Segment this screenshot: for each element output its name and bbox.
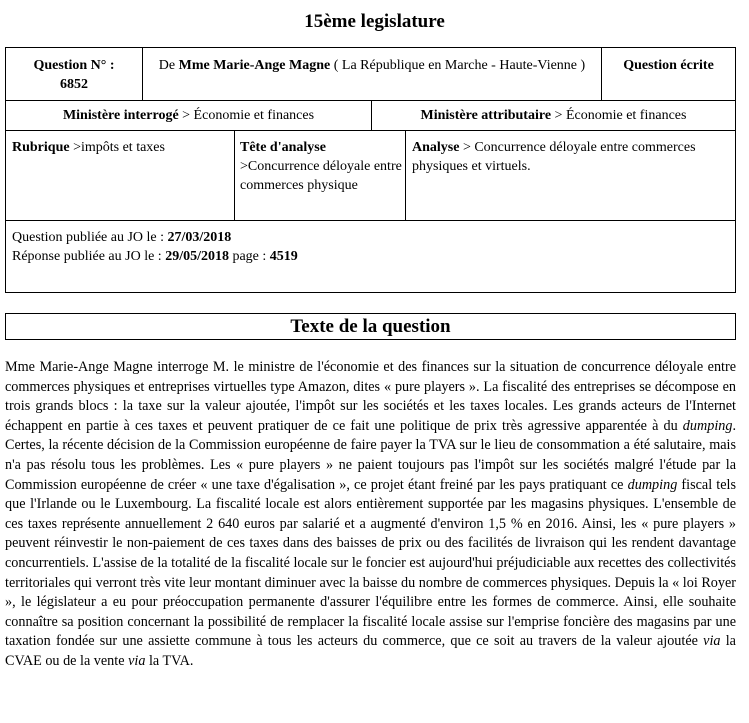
ministere-interroge-value: > Économie et finances (178, 108, 315, 123)
rubrique-cell (12, 138, 232, 157)
ministere-interroge-label: Ministère interrogé (62, 108, 179, 123)
analyse-value: > Concurrence déloyale entre commerces physiques et virtuels. (412, 140, 696, 174)
tete-analyse-cell (240, 138, 402, 195)
row-divider (6, 220, 735, 221)
page-label: page : (228, 249, 270, 264)
publication-cell (12, 228, 712, 266)
legislature-title: 15ème legislature (304, 11, 445, 32)
response-published-date: 29/05/2018 (165, 249, 229, 264)
tete-analyse-label: Tête d'analyse (240, 140, 326, 155)
response-published (12, 247, 712, 266)
question-text-part: Mme Marie-Ange Magne interroge M. le ministre de l'économie et des finances sur la situation de concurrence déloyale entre commerces physiques et entreprises virtuelles type Amazon, dites « pure players ». La fiscalité des entreprises se décompose en trois grands blocs : la taxe sur la valeur ajoutée, l'impôt sur les sociétés et les taxes locales. Les grands acteurs de l'Internet échappent en partie à ces taxes et peuvent pratiquer de ce fait une politique de prix très agressive apparentée à du (5, 359, 736, 434)
question-number-cell (6, 56, 142, 94)
ministere-attributaire-cell (372, 106, 735, 125)
author-group: ( La République en Marche - Haute-Vienne ) (330, 58, 586, 73)
question-text-emphasis: via (128, 652, 146, 669)
col-divider (234, 130, 235, 220)
ministere-interroge-cell (6, 106, 371, 125)
question-text-emphasis: via (703, 633, 721, 650)
question-text-emphasis: dumping (627, 476, 678, 493)
author-name: Mme Marie-Ange Magne (178, 58, 331, 73)
question-metadata-table (5, 47, 736, 293)
ministere-attributaire-label: Ministère attributaire (420, 108, 552, 123)
question-text (5, 358, 736, 672)
rubrique-label: Rubrique (12, 140, 70, 155)
question-text-part: la CVAE ou de la vente (5, 633, 736, 669)
analyse-label: Analyse (412, 140, 460, 155)
col-divider (142, 48, 143, 100)
question-text-part: la TVA. (145, 652, 194, 669)
question-type: Question écrite (623, 58, 714, 73)
section-title: Texte de la question (5, 313, 736, 340)
question-number: 6852 (60, 77, 88, 92)
col-divider (405, 130, 406, 220)
row-divider (6, 130, 735, 131)
question-published-date: 27/03/2018 (167, 230, 232, 245)
author-prefix: De (158, 58, 179, 73)
question-text-part: . Certes, la récente décision de la Commission européenne de faire payer la TVA sur le lieu de consommation a été salutaire, mais n'a pas résolu tous les problèmes. Les « pure players » ne paient toujours pas l'impôt sur les sociétés malgré l'étude par la Commission européenne de créer « une taxe d'égalisation », ce projet étant freiné par les pays pratiquant ce (5, 417, 736, 493)
response-published-label: Réponse publiée au JO le : (12, 249, 166, 264)
question-published (12, 228, 712, 247)
ministere-attributaire-value: > Économie et finances (551, 108, 687, 123)
question-text-emphasis: dumping (682, 417, 733, 434)
analyse-cell (412, 138, 732, 176)
tete-analyse-value: >Concurrence déloyale entre commerces physique (240, 159, 402, 193)
author-cell (146, 56, 598, 75)
page-number: 4519 (269, 249, 298, 264)
question-text-part: fiscal tels que l'Irlande ou le Luxembourg. La fiscalité locale est alors entièrement supportée par les magasins physiques. L'ensemble de ces taxes représente annuellement 2 640 euros par salarié et a augmenté d'environ 1,5 % en 2016. Ainsi, les « pure players » peuvent réinvestir le non-paiement de ces taxes dans des baisses de prix ou des facilités de livraison qui les rendent davantage concurrentiels. L'assise de la totalité de la fiscalité locale sur le foncier est aujourd'hui préjudiciable aux recettes des collectivités territoriales qui verront très vite leur montant diminuer avec la baisse du nombre de commerces physiques. Depuis la « loi Royer », le législateur a eu pour préoccupation permanente d'assurer l'équilibre entre les formes de commerce. Ainsi, elle souhaite connaître sa position concernant la possibilité de remplacer la fiscalité locale assise sur l'emprise foncière des magasins par une taxation fondée sur une assiette commune à tous les acteurs du commerce, que ce soit au travers de la valeur ajoutée (5, 476, 736, 650)
question-number-label: Question N° : (33, 58, 115, 73)
question-published-label: Question publiée au JO le : (12, 230, 168, 245)
rubrique-value: >impôts et taxes (69, 140, 165, 155)
